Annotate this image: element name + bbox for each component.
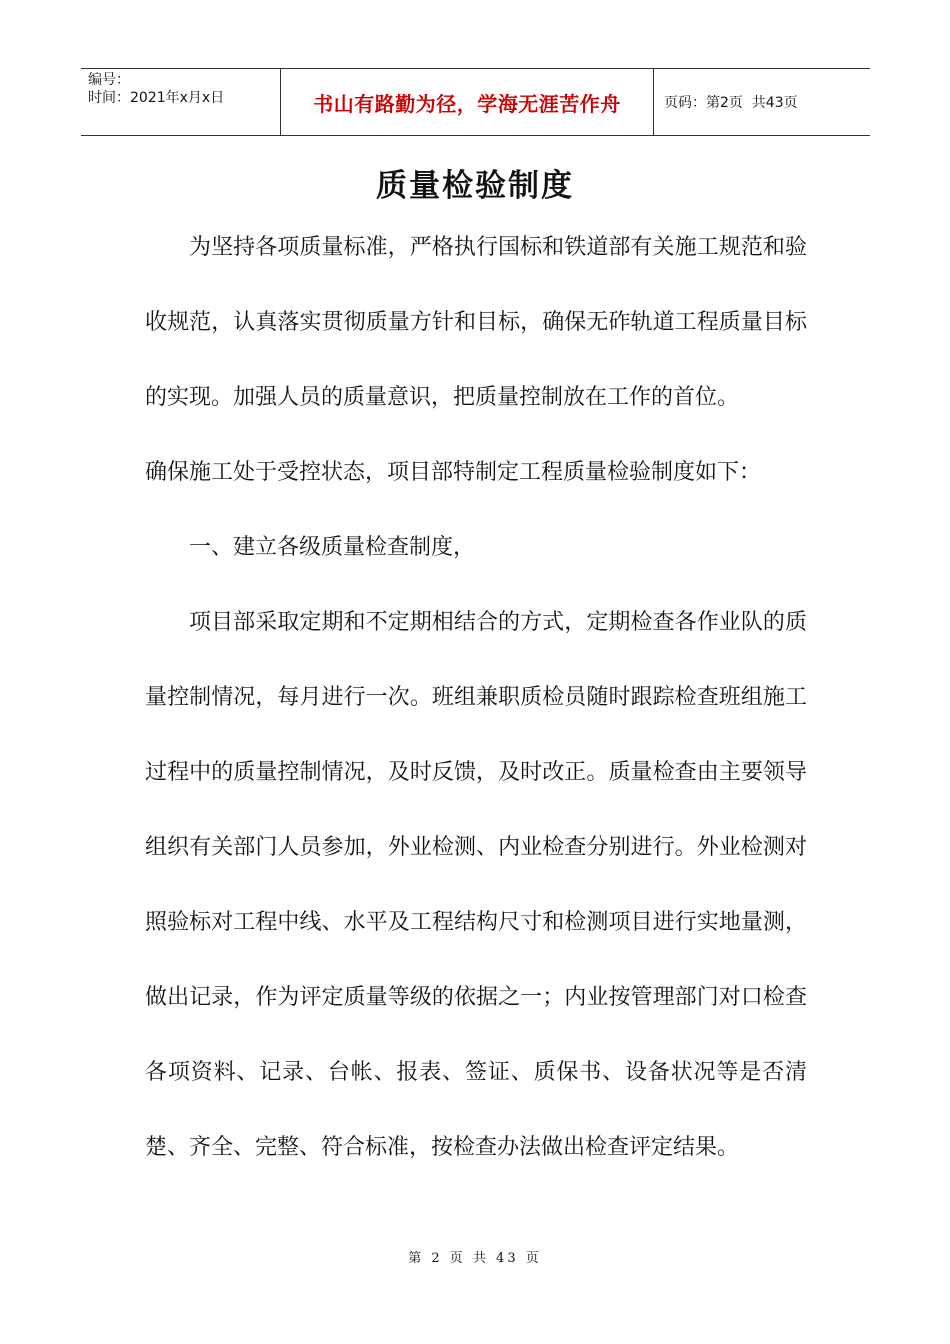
header-page-info: 页码：第2页 共43页 [664,95,798,111]
paragraph-purpose: 确保施工处于受控状态，项目部特制定工程质量检验制度如下： [145,460,762,485]
page-footer: 第 2 页 共 43 页 [408,1251,542,1266]
document-number-label: 编号： [88,72,130,88]
header-motto: 书山有路勤为径，学海无涯苦作舟 [281,69,654,135]
paragraph-inspection-details: 项目部采取定期和不定期相结合的方式，定期检查各作业队的质量控制情况，每月进行一次。班组兼职质检员随时跟踪检查班组施工过程中的质量控制情况，及时反馈，及时改正。质量检查由主要领导组织有关部门人员参加，外业检测、内业检查分别进行。外业检测对照验标对工程中线、水平及工程结构尺寸和检测项目进行实地量测，做出记录，作为评定质量等级的依据之一；内业按管理部门对口检查各项资料、记录、台帐、报表、签证、质保书、设备状况等是否清楚、齐全、完整、符合标准，按检查办法做出检查评定结果。 [145,610,807,1160]
document-header [81,68,870,136]
header-meta [81,69,281,135]
document-title: 质量检验制度 [376,168,574,204]
paragraph-intro: 为坚持各项质量标准，严格执行国标和铁道部有关施工规范和验收规范，认真落实贯彻质量方针和目标，确保无砟轨道工程质量目标的实现。加强人员的质量意识，把质量控制放在工作的首位。 [145,235,807,410]
document-date-label: 时间：2021年x月x日 [88,90,225,106]
section-heading-1: 一、建立各级质量检查制度， [189,535,476,560]
document-body [145,210,807,1185]
